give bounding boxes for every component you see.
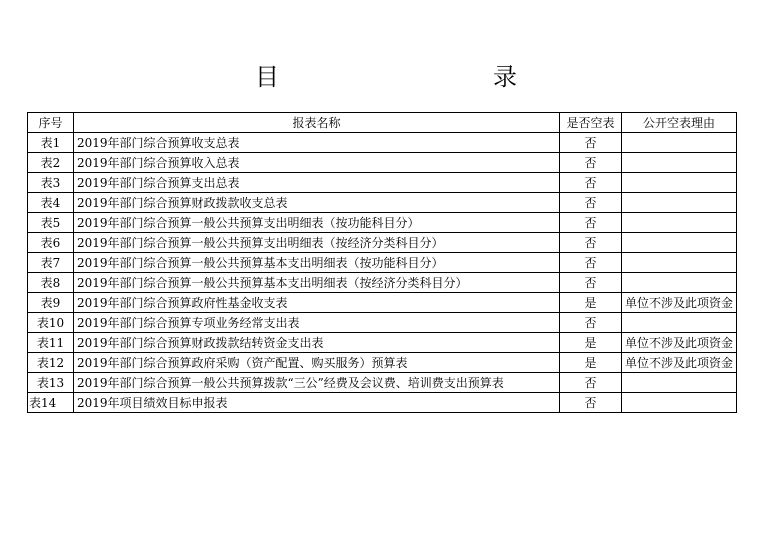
row-is-empty: 否	[560, 133, 622, 153]
title-char-2: 录	[493, 63, 517, 91]
header-is-empty: 是否空表	[560, 113, 622, 133]
row-empty-reason	[622, 393, 737, 413]
row-empty-reason: 单位不涉及此项资金	[622, 333, 737, 353]
row-seq: 表4	[28, 193, 74, 213]
row-empty-reason: 单位不涉及此项资金	[622, 353, 737, 373]
row-report-name: 2019年部门综合预算一般公共预算支出明细表（按经济分类科目分）	[74, 233, 560, 253]
table-header-row	[28, 113, 737, 133]
row-seq: 表11	[28, 333, 74, 353]
row-seq: 表1	[28, 133, 74, 153]
row-seq: 表5	[28, 213, 74, 233]
row-report-name: 2019年部门综合预算一般公共预算基本支出明细表（按功能科目分）	[74, 253, 560, 273]
header-seq: 序号	[28, 113, 74, 133]
row-seq: 表8	[28, 273, 74, 293]
row-is-empty: 否	[560, 213, 622, 233]
row-is-empty: 是	[560, 293, 622, 313]
row-empty-reason: 单位不涉及此项资金	[622, 293, 737, 313]
row-report-name: 2019年部门综合预算收入总表	[74, 153, 560, 173]
table-row	[28, 173, 737, 193]
table-row	[28, 213, 737, 233]
report-index-table	[27, 112, 737, 413]
row-is-empty: 否	[560, 393, 622, 413]
row-empty-reason	[622, 213, 737, 233]
document-title	[0, 62, 760, 96]
row-is-empty: 否	[560, 373, 622, 393]
row-is-empty: 否	[560, 313, 622, 333]
table-row	[28, 393, 737, 413]
row-report-name: 2019年项目绩效目标申报表	[74, 393, 560, 413]
row-seq: 表2	[28, 153, 74, 173]
header-empty-reason: 公开空表理由	[622, 113, 737, 133]
row-report-name: 2019年部门综合预算一般公共预算基本支出明细表（按经济分类科目分）	[74, 273, 560, 293]
row-report-name: 2019年部门综合预算政府采购（资产配置、购买服务）预算表	[74, 353, 560, 373]
row-empty-reason	[622, 313, 737, 333]
row-is-empty: 是	[560, 333, 622, 353]
row-seq: 表7	[28, 253, 74, 273]
table-row	[28, 233, 737, 253]
row-report-name: 2019年部门综合预算政府性基金收支表	[74, 293, 560, 313]
title-char-1: 目	[255, 63, 279, 91]
row-report-name: 2019年部门综合预算收支总表	[74, 133, 560, 153]
row-is-empty: 否	[560, 233, 622, 253]
row-is-empty: 否	[560, 153, 622, 173]
row-empty-reason	[622, 253, 737, 273]
row-empty-reason	[622, 233, 737, 253]
row-seq: 表9	[28, 293, 74, 313]
table-row	[28, 333, 737, 353]
row-report-name: 2019年部门综合预算一般公共预算拨款“三公”经费及会议费、培训费支出预算表	[74, 373, 560, 393]
row-is-empty: 否	[560, 253, 622, 273]
row-seq: 表10	[28, 313, 74, 333]
table-row	[28, 193, 737, 213]
row-empty-reason	[622, 133, 737, 153]
row-empty-reason	[622, 373, 737, 393]
row-is-empty: 否	[560, 273, 622, 293]
table-row	[28, 353, 737, 373]
table-row	[28, 293, 737, 313]
table-row	[28, 253, 737, 273]
row-seq: 表3	[28, 173, 74, 193]
table-row	[28, 273, 737, 293]
row-report-name: 2019年部门综合预算财政拨款结转资金支出表	[74, 333, 560, 353]
table-row	[28, 153, 737, 173]
row-empty-reason	[622, 153, 737, 173]
row-report-name: 2019年部门综合预算支出总表	[74, 173, 560, 193]
row-seq: 表12	[28, 353, 74, 373]
row-report-name: 2019年部门综合预算专项业务经常支出表	[74, 313, 560, 333]
row-seq: 表6	[28, 233, 74, 253]
row-empty-reason	[622, 273, 737, 293]
row-is-empty: 否	[560, 193, 622, 213]
row-report-name: 2019年部门综合预算一般公共预算支出明细表（按功能科目分）	[74, 213, 560, 233]
row-empty-reason	[622, 193, 737, 213]
row-report-name: 2019年部门综合预算财政拨款收支总表	[74, 193, 560, 213]
row-seq: 表13	[28, 373, 74, 393]
row-seq: 表14	[28, 393, 74, 413]
table-row	[28, 373, 737, 393]
table-row	[28, 313, 737, 333]
row-is-empty: 是	[560, 353, 622, 373]
row-is-empty: 否	[560, 173, 622, 193]
header-report-name: 报表名称	[74, 113, 560, 133]
table-row	[28, 133, 737, 153]
row-empty-reason	[622, 173, 737, 193]
